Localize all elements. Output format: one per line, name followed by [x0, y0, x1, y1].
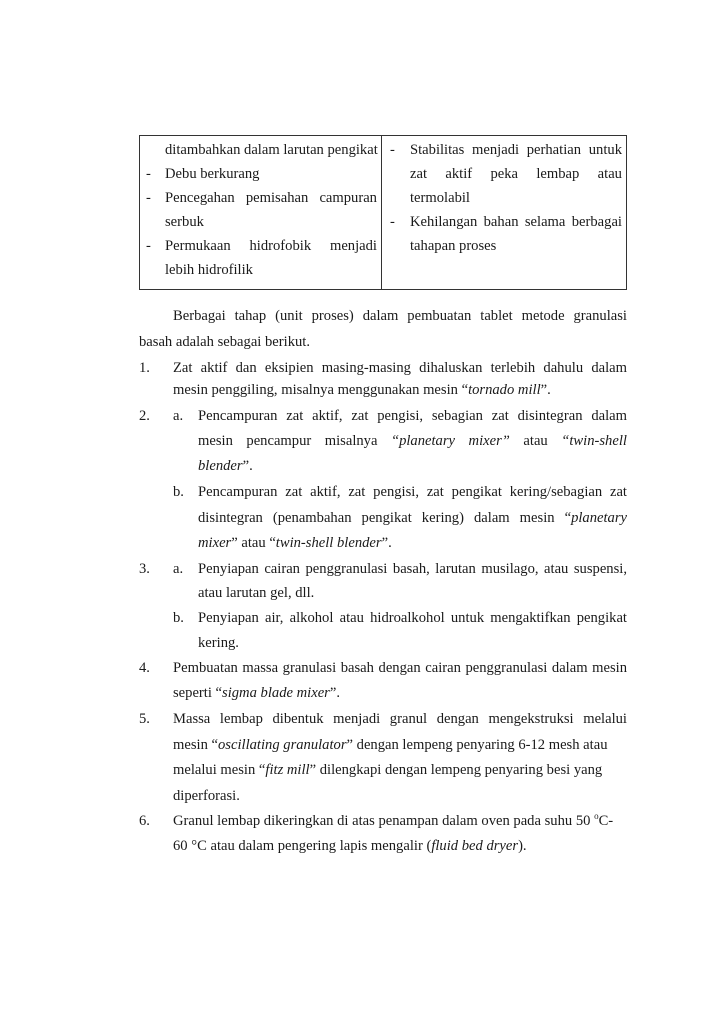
table-right-line [410, 164, 622, 184]
word: hidrofobik [249, 238, 312, 254]
list-item-line [198, 431, 627, 451]
sub-item-label: b. [173, 484, 184, 500]
list-number: 2. [139, 408, 150, 424]
word: pemisahan [245, 190, 309, 206]
bullet-dash: - [146, 238, 151, 254]
list-item-line [173, 760, 627, 780]
list-item-line [198, 456, 253, 476]
list-number: 3. [139, 561, 150, 577]
word: menjadi [329, 238, 377, 254]
text-run: seperti “ [173, 685, 223, 701]
text-run: mesin “ [173, 737, 218, 753]
list-item-line [173, 380, 551, 400]
word: misalnya [324, 433, 378, 449]
italic-term: mixer [198, 535, 232, 551]
text-run: ”. [329, 685, 340, 701]
sub-item-label: a. [173, 561, 184, 577]
italic-term: “twin-shell [561, 433, 627, 449]
text-run: disintegran (penambahan pengikat kering) dalam mesin “ [198, 510, 572, 526]
italic-term: tornado mill [468, 382, 541, 398]
word: peka [490, 166, 519, 182]
list-item-line: Pencampuran zat aktif, zat pengisi, sebagian zat disintegran dalam [198, 408, 627, 424]
list-number: 4. [139, 660, 150, 676]
table-right-line: Kehilangan bahan selama berbagai [410, 214, 622, 230]
word: zat [410, 166, 428, 182]
list-item-line [173, 683, 340, 703]
table-left-line [165, 188, 377, 208]
text-run: ). [518, 838, 527, 854]
bullet-dash: - [390, 214, 395, 230]
text-run: 60 °C atau dalam pengering lapis mengalir ( [173, 838, 432, 854]
table-left-line: lebih hidrofilik [165, 262, 253, 278]
bullet-dash: - [390, 142, 395, 158]
list-item-line: diperforasi. [173, 788, 240, 804]
text-run: ”. [242, 458, 253, 474]
text-run: C- [598, 813, 614, 829]
italic-term: fitz mill [265, 762, 310, 778]
intro-paragraph-line: basah adalah sebagai berikut. [139, 334, 310, 350]
text-run: melalui mesin “ [173, 762, 266, 778]
word: mesin [198, 433, 233, 449]
italic-term: mixer” [468, 433, 510, 449]
list-item-line: Penyiapan air, alkohol atau hidroalkohol untuk mengaktifkan pengikat [198, 610, 627, 626]
list-item-line: atau larutan gel, dll. [198, 585, 315, 601]
word: Permukaan [165, 238, 231, 254]
italic-term: sigma blade mixer [222, 685, 330, 701]
list-item-line: kering. [198, 635, 239, 651]
list-item-line [198, 508, 627, 528]
list-item-line [173, 811, 613, 831]
text-run: ”. [540, 382, 551, 398]
list-item-line: Massa lembap dibentuk menjadi granul dengan mengekstruksi melalui [173, 711, 627, 727]
word: pencampur [246, 433, 312, 449]
list-item-line: Pembuatan massa granulasi basah dengan cairan penggranulasi dalam mesin [173, 660, 627, 676]
sub-item-label: b. [173, 610, 184, 626]
list-item-line [173, 836, 527, 856]
list-number: 6. [139, 813, 150, 829]
list-number: 1. [139, 360, 150, 376]
sub-item-label: a. [173, 408, 184, 424]
italic-term: “planetary [390, 433, 456, 449]
table-right-line: tahapan proses [410, 238, 497, 254]
comparison-table [139, 135, 627, 290]
table-cell-advantages [140, 136, 381, 289]
bullet-dash: - [146, 166, 151, 182]
word: Pencegahan [165, 190, 235, 206]
text-run: mesin penggiling, misalnya menggunakan mesin “ [173, 382, 469, 398]
word: atau [523, 433, 548, 449]
list-item-line [198, 533, 392, 553]
table-cell-disadvantages [382, 136, 626, 289]
italic-term: planetary [571, 510, 627, 526]
word: atau [597, 166, 622, 182]
table-left-line [165, 236, 377, 256]
italic-term: oscillating granulator [218, 737, 347, 753]
italic-term: twin-shell blender [275, 535, 382, 551]
table-right-line: Stabilitas menjadi perhatian untuk [410, 142, 622, 158]
table-left-line: ditambahkan dalam larutan pengikat [165, 142, 378, 158]
word: lembap [536, 166, 580, 182]
table-right-line: termolabil [410, 190, 470, 206]
list-item-line: Zat aktif dan eksipien masing-masing dihaluskan terlebih dahulu dalam [173, 360, 627, 376]
word: aktif [445, 166, 473, 182]
word: campuran [319, 190, 377, 206]
text-run: ” dilengkapi dengan lempeng penyaring besi yang [309, 762, 603, 778]
table-left-line: serbuk [165, 214, 204, 230]
text-run: ”. [381, 535, 392, 551]
italic-term: fluid bed dryer [431, 838, 519, 854]
text-run: ” atau “ [231, 535, 276, 551]
text-run: ” dengan lempeng penyaring 6-12 mesh atau [346, 737, 608, 753]
bullet-dash: - [146, 190, 151, 206]
italic-term: blender [198, 458, 243, 474]
list-item-line [173, 735, 627, 755]
list-number: 5. [139, 711, 150, 727]
text-run: Granul lembap dikeringkan di atas penampan dalam oven pada suhu 50 [173, 813, 595, 829]
list-item-line: Pencampuran zat aktif, zat pengisi, zat pengikat kering/sebagian zat [198, 484, 627, 500]
superscript: o [594, 811, 599, 821]
list-item-line: Penyiapan cairan penggranulasi basah, larutan musilago, atau suspensi, [198, 561, 627, 577]
intro-paragraph-line: Berbagai tahap (unit proses) dalam pembuatan tablet metode granulasi [173, 308, 627, 324]
table-left-line: Debu berkurang [165, 166, 260, 182]
